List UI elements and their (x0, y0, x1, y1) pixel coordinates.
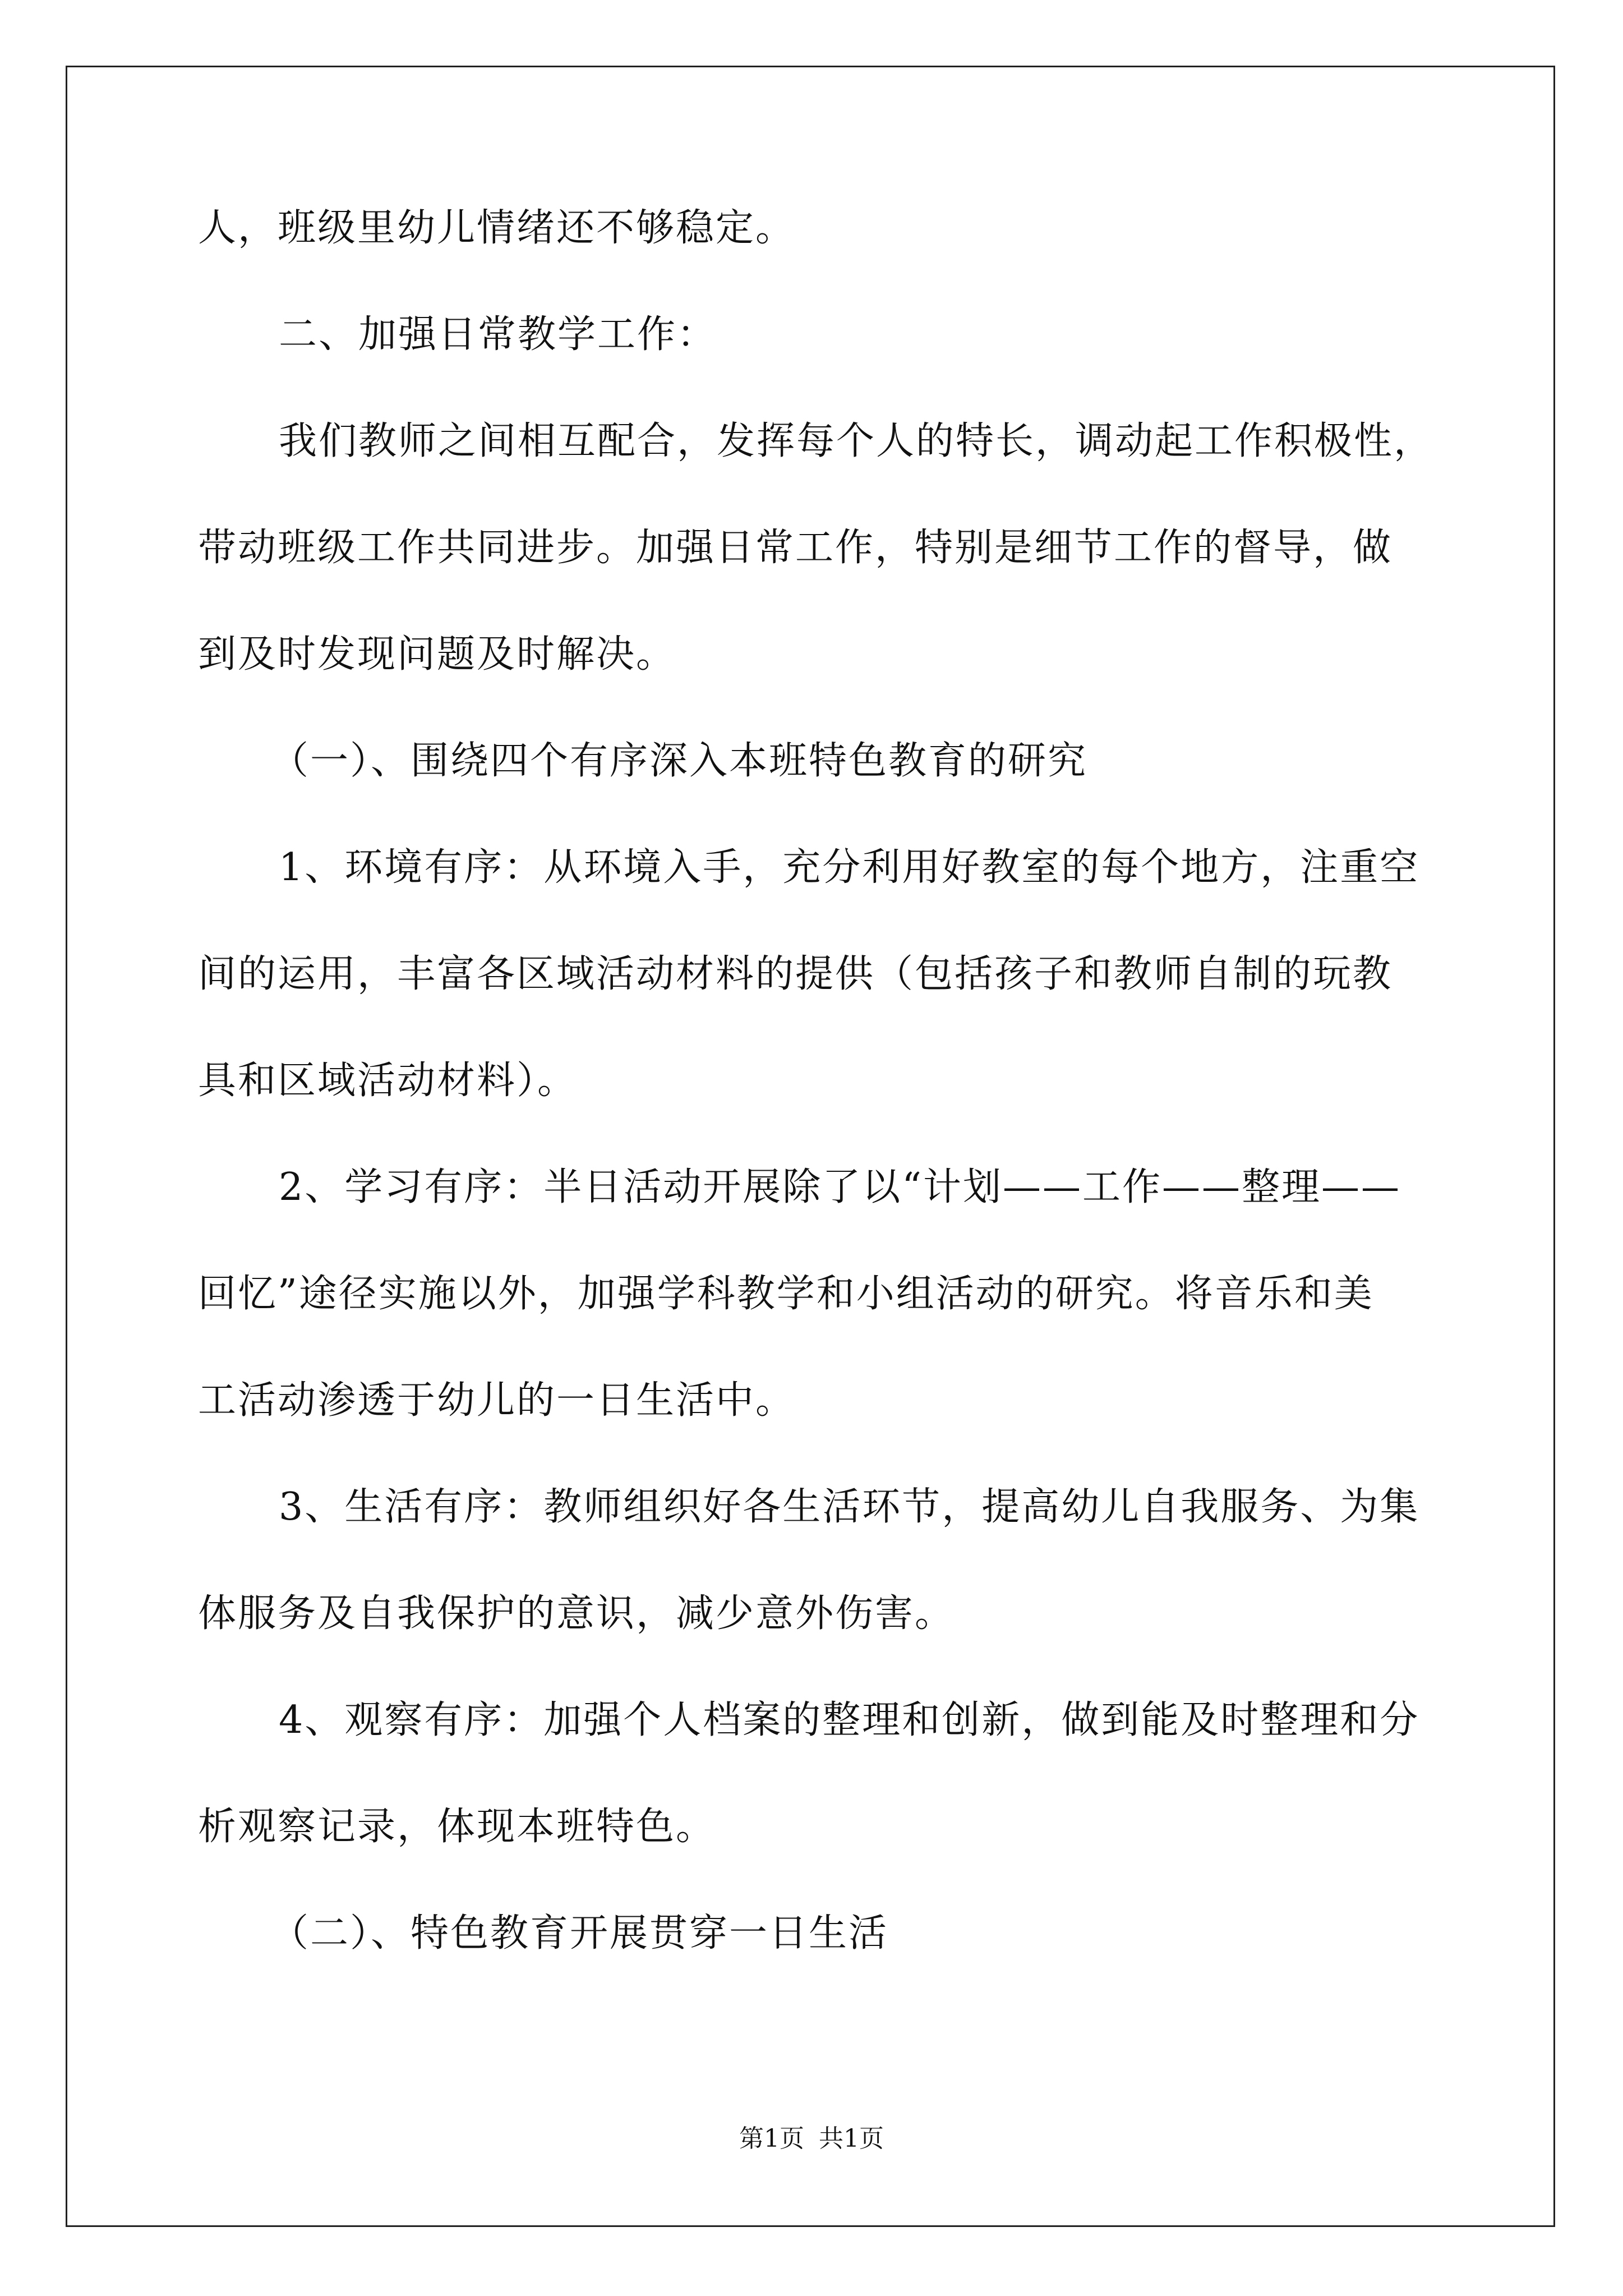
paragraph-line: 4、观察有序：加强个人档案的整理和创新，做到能及时整理和分 (279, 1698, 1420, 1742)
paragraph-line: 人，班级里幼儿情绪还不够稳定。 (198, 206, 796, 250)
page-footer (0, 2123, 1623, 2155)
paragraph-line: 间的运用，丰富各区域活动材料的提供（包括孩子和教师自制的玩教 (198, 952, 1393, 996)
page-number: 第1页 (739, 2124, 804, 2153)
paragraph-line: 体服务及自我保护的意识，减少意外伤害。 (198, 1591, 955, 1636)
paragraph-line: 具和区域活动材料）。 (198, 1059, 578, 1103)
subsection-heading: （一）、围绕四个有序深入本班特色教育的研究 (270, 739, 1088, 783)
page-border (66, 66, 1555, 2227)
section-heading: 二、加强日常教学工作： (279, 312, 717, 357)
paragraph-line: 工活动渗透于幼儿的一日生活中。 (198, 1378, 796, 1423)
paragraph-line: 析观察记录，体现本班特色。 (198, 1805, 716, 1849)
paragraph-line: 我们教师之间相互配合，发挥每个人的特长，调动起工作积极性， (279, 419, 1434, 463)
paragraph-line: 回忆”途径实施以外，加强学科教学和小组活动的研究。将音乐和美 (198, 1272, 1374, 1316)
paragraph-line: 带动班级工作共同进步。加强日常工作，特别是细节工作的督导，做 (198, 526, 1393, 570)
paragraph-line: 1、环境有序：从环境入手，充分利用好教室的每个地方，注重空 (279, 845, 1420, 890)
paragraph-line: 3、生活有序：教师组织好各生活环节，提高幼儿自我服务、为集 (279, 1485, 1420, 1529)
page-total: 共1页 (819, 2124, 884, 2153)
subsection-heading: （二）、特色教育开展贯穿一日生活 (270, 1911, 889, 1955)
paragraph-line: 到及时发现问题及时解决。 (198, 632, 676, 677)
paragraph-line: 2、学习有序：半日活动开展除了以“计划——工作——整理—— (279, 1165, 1401, 1209)
